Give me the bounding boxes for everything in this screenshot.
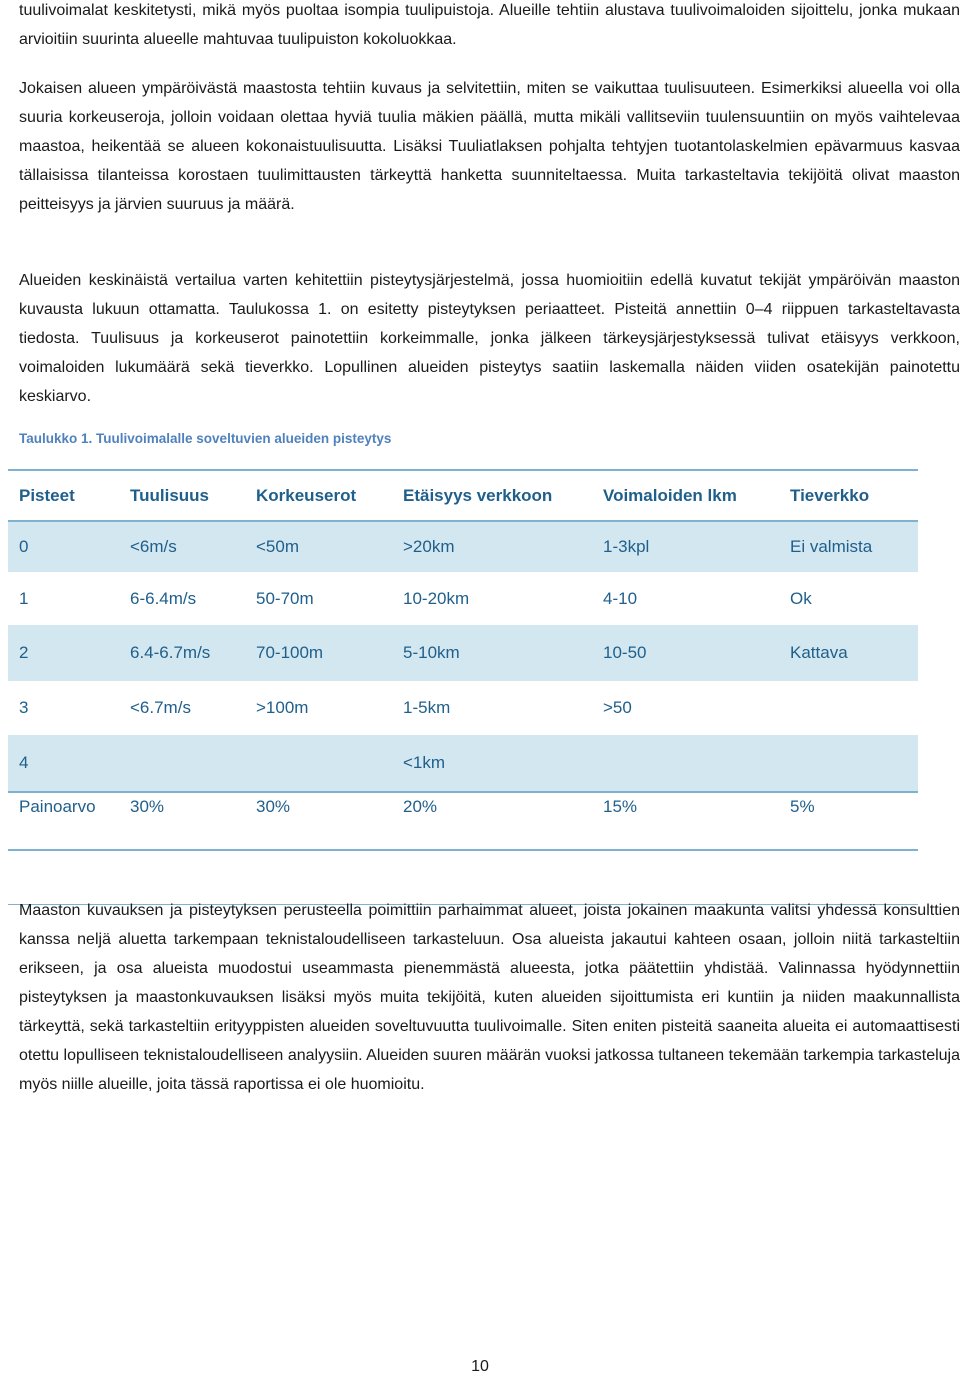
weight-label: Painoarvo — [8, 792, 119, 850]
table-cell: 70-100m — [245, 625, 392, 681]
table-cell: 10-20km — [403, 588, 470, 608]
table-cell: 10-50 — [592, 625, 779, 681]
table-cell: 1 — [19, 588, 29, 608]
header-tuulisuus: Tuulisuus — [119, 470, 245, 521]
paragraph-1: tuulivoimalat keskitetysti, mikä myös puoltaa isompia tuulipuistoja. Alueille tehtiin alustava tuulivoimaloiden sijoittelu, jonka mukaan arvioitiin suurinta alueelle mahtuvaa tuulipuiston kokoluokkaa. — [19, 2, 960, 48]
table-cell: <6m/s — [119, 521, 245, 572]
table-cell: >100m — [256, 698, 309, 717]
page-number: 10 — [471, 1358, 489, 1375]
table-cell: 6.4-6.7m/s — [119, 625, 245, 681]
table-row — [8, 735, 918, 792]
table-header-row — [8, 470, 918, 521]
scoring-table-container — [8, 469, 918, 905]
table-cell: 6-6.4m/s — [130, 588, 197, 608]
table-cell: 3 — [19, 698, 29, 717]
header-korkeuserot: Korkeuserot — [245, 470, 392, 521]
scoring-table — [8, 469, 918, 905]
table-cell: 1-5km — [403, 698, 451, 717]
table-cell: 5-10km — [392, 625, 592, 681]
table-cell: <6.7m/s — [130, 698, 191, 717]
header-etaisyys-verkkoon: Etäisyys verkkoon — [392, 470, 592, 521]
table-caption: Taulukko 1. Tuulivoimalalle soveltuvien alueiden pisteytys — [19, 431, 392, 446]
paragraph-3: Alueiden keskinäistä vertailua varten kehitettiin pisteytysjärjestelmä, jossa huomioitiin edellä kuvatut tekijät ympäröivän maaston kuvausta lukuun ottamatta. Taulukossa 1. on esitetty pisteytyksen periaatteet. Pisteitä annettiin 0–4 riippuen tarkasteltavasta tiedosta. Tuulisuus ja korkeuserot painotettiin korkeimmalle, jonka jälkeen tärkeysjärjestyksessä tulivat etäisyys verkkoon, voimaloiden lukumäärä sekä tieverkko. Lopullinen alueiden pisteytys saatiin laskemalla näiden viiden osatekijän painotettu keskiarvo. — [19, 272, 960, 405]
table-cell: Kattava — [779, 625, 918, 681]
weight-korkeuserot: 30% — [245, 792, 392, 850]
table-cell — [119, 735, 245, 792]
table-cell — [779, 735, 918, 792]
paragraph-4: Maaston kuvauksen ja pisteytyksen perusteella poimittiin parhaimmat alueet, joista jokainen maakunta valitsi yhdessä konsulttien kanssa neljä aluetta tarkempaan teknistaloudelliseen tarkasteluun. Osa alueista jakautui kahteen osaan, jolloin niitä tarkasteltiin erikseen, ja osa alueista muodostui useammasta pienemmästä alueesta, jotka päätettiin yhdistää. Valinnassa hyödynnettiin pisteytyksen ja maastonkuvauksen lisäksi myös muita tekijöitä, kuten alueiden sijoittumista eri kuntiin ja niiden maakunnallista tärkeyttä, sekä tarkasteltiin erityyppisten alueiden soveltuvuutta tuulivoimalle. Siten eniten pisteitä saaneita alueita ei automaattisesti otettu lopulliseen teknistaloudelliseen analyysiin. Alueiden suuren määrän vuoksi jatkossa tultaneen tekemään tarkempia tarkasteluja myös niille alueille, joita tässä raportissa ei ole huomioitu. — [19, 902, 960, 1093]
table-cell: 4 — [8, 735, 119, 792]
weight-row — [8, 792, 918, 850]
table-cell: 1-3kpl — [592, 521, 779, 572]
table-cell — [779, 681, 918, 735]
table-cell: 4-10 — [603, 588, 638, 608]
weight-tuulisuus: 30% — [119, 792, 245, 850]
weight-tieverkko: 5% — [779, 792, 918, 850]
table-cell: Ok — [790, 588, 812, 608]
header-tieverkko: Tieverkko — [779, 470, 918, 521]
header-voimaloiden-lkm: Voimaloiden lkm — [592, 470, 779, 521]
table-cell — [592, 735, 779, 792]
table-cell: Ei valmista — [779, 521, 918, 572]
table-row — [8, 572, 918, 625]
paragraph-2: Jokaisen alueen ympäröivästä maastosta tehtiin kuvaus ja selvitettiin, miten se vaikuttaa tuulisuuteen. Esimerkiksi alueella voi olla suuria korkeuseroja, jolloin voidaan olettaa hyviä tuulia mäkien päällä, mutta mikäli vallitseviin tuulensuuntiin on myös vaihtelevaa maastoa, heikentää se alueen kokonaistuulisuutta. Lisäksi Tuuliatlaksen pohjalta tehtyjen tuotantolaskelmien epävarmuus kasvaa tällaisissa tilanteissa korostaen tuulimittausten tärkeyttä hanketta suunniteltaessa. Muita tarkasteltavia tekijöitä olivat maaston peitteisyys ja järvien suuruus ja määrä. — [19, 80, 960, 213]
table-cell: 0 — [8, 521, 119, 572]
table-row — [8, 625, 918, 681]
table-cell: >20km — [392, 521, 592, 572]
table-cell — [245, 735, 392, 792]
weight-voimaloiden-lkm: 15% — [592, 792, 779, 850]
table-cell: >50 — [603, 698, 632, 717]
table-cell: 2 — [8, 625, 119, 681]
weight-etaisyys-verkkoon: 20% — [392, 792, 592, 850]
table-row — [8, 521, 918, 572]
header-pisteet: Pisteet — [8, 470, 119, 521]
table-cell: 50-70m — [256, 588, 314, 608]
table-cell: <50m — [245, 521, 392, 572]
table-row — [8, 681, 918, 735]
table-cell: <1km — [392, 735, 592, 792]
